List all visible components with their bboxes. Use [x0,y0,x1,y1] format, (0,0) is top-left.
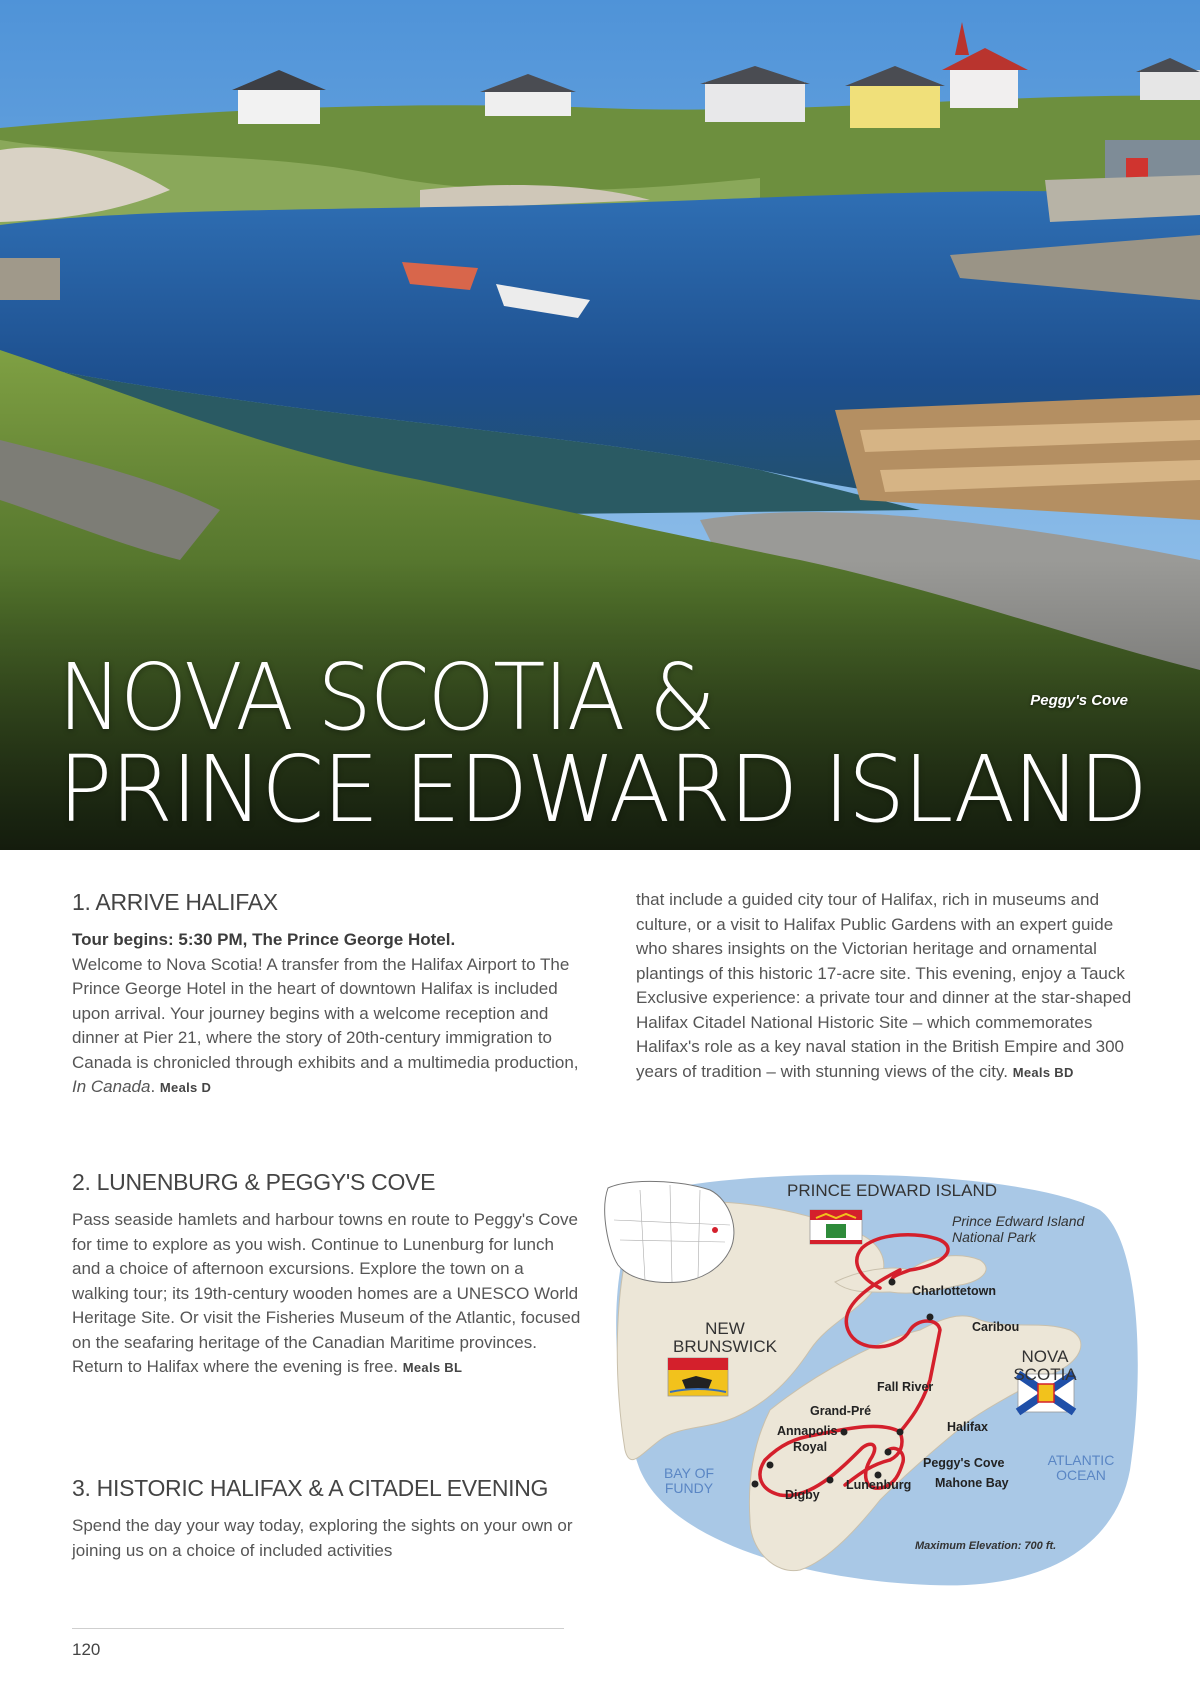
day-1-heading: 1. ARRIVE HALIFAX [72,889,278,915]
town-lunenburg: Lunenburg [846,1478,912,1492]
day-1-lead: Tour begins: 5:30 PM, The Prince George Hotel. [72,930,456,949]
page-number: 120 [72,1640,101,1659]
title-line-2: PRINCE EDWARD ISLAND [58,736,1147,843]
day-2-body: Pass seaside hamlets and harbour towns en route to Peggy's Cove for time to explore as you wish. Continue to Lunenburg for lunch and a choice of afternoon excursions. Explore the town on a walking tour; its 19th-century wooden homes are a UNESCO World Heritage Site. Or visit the Fisheries Museum of the Atlantic, focused on the seafaring heritage of the Canadian Maritime provinces. Return to Halifax where the evening is free. [72,1210,581,1376]
day-1-body-end: . [150,1077,156,1096]
day-1-body: Welcome to Nova Scotia! A transfer from the Halifax Airport to The Prince George Hotel in the heart of downtown Halifax is included upon arrival. Your journey begins with a welcome reception and dinner at Pier 21, where the story of 20th-century immigration to Canada is chronicled through exhibits and a multimedia production, [72,954,579,1072]
park-label-line-2: National Park [952,1229,1037,1245]
day-2-text [72,1208,582,1381]
day-2-meals: Meals BL [402,1360,463,1375]
north-america-inset [605,1181,734,1282]
day-3-body: Spend the day your way today, exploring the sights on your own or joining us on a choice of included activities [72,1516,573,1560]
new-brunswick-flag [668,1358,728,1396]
town-charlottetown: Charlottetown [912,1284,997,1298]
day-3-text [72,1514,582,1563]
nb-region-label-line-1: NEW [705,1319,745,1338]
day-2-section [72,1168,582,1474]
day-2-heading: 2. LUNENBURG & PEGGY'S COVE [72,1169,436,1195]
town-mahone-bay: Mahone Bay [935,1476,1009,1490]
town-caribou: Caribou [972,1320,1020,1334]
nb-region-label-line-2: BRUNSWICK [673,1337,777,1356]
footer-divider [72,1628,564,1629]
town-fall-river: Fall River [877,1380,934,1394]
right-column [636,888,1136,1085]
day-1-body-italic: In Canada [72,1077,151,1096]
town-annapolis-line-2: Royal [793,1440,828,1454]
ns-region-label-line-2: SCOTIA [1013,1365,1077,1384]
day-3-continued-body: that include a guided city tour of Halifax, rich in museums and culture, or a visit to Halifax Public Gardens with an expert guide who shares insights on the Victorian heritage and ornamental plantings of this historic 17-acre site. This evening, enjoy a Tauck Exclusive experience: a private tour and dinner at the star-shaped Halifax Citadel National Historic Site – which commemorates Halifax's role as a key naval station in the British Empire and 300 years of tradition – with stunning views of the city. [636,890,1132,1081]
park-label-line-1: Prince Edward Island [952,1213,1085,1229]
elevation-note: Maximum Elevation: 700 ft. [915,1540,1057,1552]
ns-region-label-line-1: NOVA [1021,1347,1069,1366]
route-map [600,1170,1140,1590]
atlantic-label-line-1: ATLANTIC [1047,1452,1115,1468]
day-3-meals: Meals BD [1012,1064,1074,1080]
town-halifax: Halifax [947,1420,988,1434]
day-3-continued [636,888,1136,1085]
atlantic-label-line-2: OCEAN [1056,1467,1106,1483]
day-3-section [72,1474,582,1563]
day-1-section [72,888,582,1168]
town-peggys-cove: Peggy's Cove [923,1456,1005,1470]
day-1-meals: Meals D [159,1080,212,1095]
page-title [58,644,1168,843]
fundy-label-line-2: FUNDY [664,1480,714,1496]
day-1-text [72,928,582,1101]
fundy-label-line-1: BAY OF [663,1465,715,1481]
photo-caption: Peggy's Cove [1030,692,1128,709]
left-column [72,888,582,1563]
town-grand-pre: Grand-Pré [810,1404,872,1418]
town-annapolis-line-1: Annapolis [777,1424,838,1438]
day-3-heading: 3. HISTORIC HALIFAX & A CITADEL EVENING [72,1475,549,1501]
town-digby: Digby [785,1488,820,1502]
pei-region-label: PRINCE EDWARD ISLAND [787,1181,998,1200]
title-line-1: NOVA SCOTIA & [58,644,714,751]
pei-flag [810,1210,862,1244]
